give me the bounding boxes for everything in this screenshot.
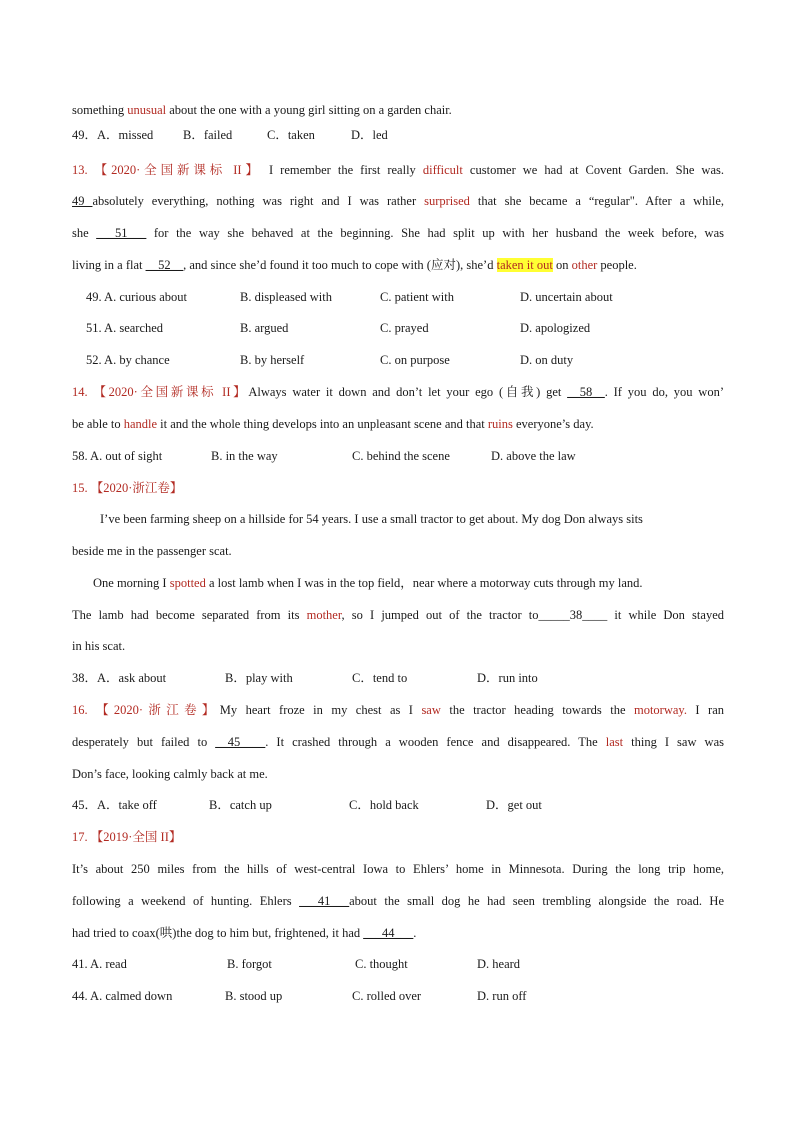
option-a: 49. A. curious about bbox=[86, 290, 188, 304]
q17-line-2 bbox=[72, 893, 724, 909]
option-c: C．hold back bbox=[349, 798, 419, 812]
highlight-word: handle bbox=[123, 417, 158, 431]
source-tag: 【2020·全国新课标 II】 bbox=[93, 385, 249, 399]
blank: __52__ bbox=[145, 258, 184, 272]
highlight-word: saw bbox=[421, 703, 441, 717]
option-b: B. by herself bbox=[240, 353, 305, 367]
highlight-word: motorway. bbox=[633, 703, 687, 717]
highlight-word: spotted bbox=[169, 576, 206, 590]
q13-line-1 bbox=[72, 162, 724, 178]
text-run: Always water it down and don’t let your ego (自我) get bbox=[248, 385, 568, 399]
q13-line-4 bbox=[72, 257, 724, 273]
text-run: living in a flat bbox=[72, 258, 146, 272]
question-number: 13. bbox=[72, 163, 88, 177]
option-c: C. prayed bbox=[380, 321, 429, 335]
text-run: beside me in the passenger scat. bbox=[72, 544, 232, 558]
highlight-word: last bbox=[605, 735, 624, 749]
blank: ___51___ bbox=[96, 226, 147, 240]
option-d: D. on duty bbox=[520, 353, 574, 367]
text-run: people. bbox=[597, 258, 637, 272]
text-run: following a weekend of hunting. Ehlers bbox=[72, 894, 300, 908]
text-run: , and since she’d found it too much to cope with (应对), she’d bbox=[183, 258, 497, 272]
source-tag: 【2020·浙江卷】 bbox=[90, 481, 183, 495]
text-run: that she became a “regular". After a while, bbox=[469, 194, 725, 208]
blank: 49 bbox=[72, 194, 93, 208]
question-number: 16. bbox=[72, 703, 88, 717]
q13-line-2 bbox=[72, 193, 724, 209]
option-a: 51. A. searched bbox=[86, 321, 164, 335]
highlight-word: unusual bbox=[127, 103, 167, 117]
q12-text-line bbox=[72, 102, 724, 118]
source-tag: 【2019·全国 II】 bbox=[90, 830, 182, 844]
q15-line-5 bbox=[72, 638, 724, 654]
q15-line-2 bbox=[72, 543, 724, 559]
option-b: B．catch up bbox=[209, 798, 272, 812]
option-d: D. uncertain about bbox=[520, 290, 613, 304]
option-a: 58. A. out of sight bbox=[72, 449, 163, 463]
q16-line-3 bbox=[72, 766, 724, 782]
text-run: . If you do, you won’ bbox=[604, 385, 724, 399]
highlight-word: other bbox=[571, 258, 598, 272]
blank: __45____ bbox=[215, 735, 266, 749]
text-run: absolutely everything, nothing was right and I was rather bbox=[92, 194, 425, 208]
q13-line-3 bbox=[72, 225, 724, 241]
option-d: D. heard bbox=[477, 957, 521, 971]
text-run: it while Don stayed bbox=[607, 608, 724, 622]
source-tag: 【2020·全国新课标 II】 bbox=[94, 163, 262, 177]
text-run: Don’s face, looking calmly back at me. bbox=[72, 767, 268, 781]
option-b: B. forgot bbox=[227, 957, 272, 971]
q15-line-3 bbox=[93, 575, 724, 591]
text-run: thing I saw was bbox=[623, 735, 724, 749]
q17-line-1 bbox=[72, 861, 724, 877]
q16-line-2 bbox=[72, 734, 724, 750]
text-run: about the small dog he had seen trembling alongside the road. He bbox=[349, 894, 725, 908]
question-number: 14. bbox=[72, 385, 88, 399]
text-run: about the one with a young girl sitting on a garden chair. bbox=[166, 103, 452, 117]
option-c: C. rolled over bbox=[352, 989, 422, 1003]
text-run: on bbox=[552, 258, 572, 272]
option-b: B. in the way bbox=[211, 449, 278, 463]
q17-line-3 bbox=[72, 925, 724, 941]
source-tag: 【2020·浙江卷】 bbox=[96, 703, 220, 717]
text-run: everyone’s day. bbox=[512, 417, 594, 431]
option-a: 45．A．take off bbox=[72, 798, 157, 812]
text-run: be able to bbox=[72, 417, 124, 431]
option-c: C. thought bbox=[355, 957, 408, 971]
highlight-word: surprised bbox=[424, 194, 470, 208]
q14-line-2 bbox=[72, 416, 724, 432]
blank: _____38____ bbox=[538, 608, 608, 622]
option-a: 44. A. calmed down bbox=[72, 989, 173, 1003]
text-run: for the way she behaved at the beginning. She had split up with her husband the week before, was bbox=[146, 226, 724, 240]
q14-line-1 bbox=[72, 384, 724, 400]
option-a: 41. A. read bbox=[72, 957, 127, 971]
option-c: C．tend to bbox=[352, 671, 408, 685]
option-d: D．run into bbox=[477, 671, 538, 685]
option-a: 49．A．missed bbox=[72, 128, 154, 142]
option-d: D．led bbox=[351, 128, 388, 142]
option-a: 38．A．ask about bbox=[72, 671, 167, 685]
text-run: desperately but failed to bbox=[72, 735, 216, 749]
text-run: customer we had at Covent Garden. She was. bbox=[462, 163, 724, 177]
option-a: 52. A. by chance bbox=[86, 353, 170, 367]
text-run: had tried to coax(哄)the dog to him but, frightened, it had bbox=[72, 926, 364, 940]
option-b: B. stood up bbox=[225, 989, 283, 1003]
option-d: D．get out bbox=[486, 798, 542, 812]
text-run: . bbox=[413, 926, 417, 940]
text-run: she bbox=[72, 226, 97, 240]
text-run: a lost lamb when I was in the top field，near where a motorway cuts through my land. bbox=[205, 576, 643, 590]
text-run: It’s about 250 miles from the hills of west-central Iowa to Ehlers’ home in Minnesota. During the long trip home, bbox=[72, 862, 724, 876]
option-d: D. above the law bbox=[491, 449, 576, 463]
q15-line-4 bbox=[72, 607, 724, 623]
option-b: B．failed bbox=[183, 128, 233, 142]
highlight-word: ruins bbox=[487, 417, 513, 431]
q15-heading bbox=[72, 480, 724, 496]
highlight-word: mother bbox=[306, 608, 342, 622]
option-c: C. patient with bbox=[380, 290, 454, 304]
text-run: , so I jumped out of the tractor to bbox=[341, 608, 539, 622]
highlighted-phrase: taken it out bbox=[496, 258, 553, 272]
option-c: C．taken bbox=[267, 128, 315, 142]
text-run: something bbox=[72, 103, 128, 117]
text-run: The lamb had become separated from its bbox=[72, 608, 307, 622]
option-b: B. displeased with bbox=[240, 290, 333, 304]
text-run: I ran bbox=[686, 703, 725, 717]
option-b: B．play with bbox=[225, 671, 293, 685]
blank: __58__ bbox=[567, 385, 605, 399]
q17-heading bbox=[72, 829, 724, 845]
option-d: D. apologized bbox=[520, 321, 591, 335]
text-run: the tractor heading towards the bbox=[440, 703, 634, 717]
option-c: C. behind the scene bbox=[352, 449, 450, 463]
text-run: . It crashed through a wooden fence and disappeared. The bbox=[265, 735, 606, 749]
text-run: One morning I bbox=[93, 576, 170, 590]
text-run: in his scat. bbox=[72, 639, 126, 653]
blank: ___41___ bbox=[299, 894, 350, 908]
q15-line-1 bbox=[100, 511, 724, 527]
q16-line-1 bbox=[72, 702, 724, 718]
question-number: 17. bbox=[72, 830, 88, 844]
highlight-word: difficult bbox=[422, 163, 463, 177]
text-run: My heart froze in my chest as I bbox=[219, 703, 422, 717]
option-c: C. on purpose bbox=[380, 353, 450, 367]
text-run: I’ve been farming sheep on a hillside for 54 years. I use a small tractor to get about. My dog Don always sits bbox=[100, 512, 643, 526]
blank: ___44___ bbox=[363, 926, 414, 940]
text-run: it and the whole thing develops into an unpleasant scene and that bbox=[157, 417, 488, 431]
option-d: D. run off bbox=[477, 989, 527, 1003]
option-b: B. argued bbox=[240, 321, 289, 335]
question-number: 15. bbox=[72, 481, 88, 495]
text-run: I remember the first really bbox=[261, 163, 423, 177]
